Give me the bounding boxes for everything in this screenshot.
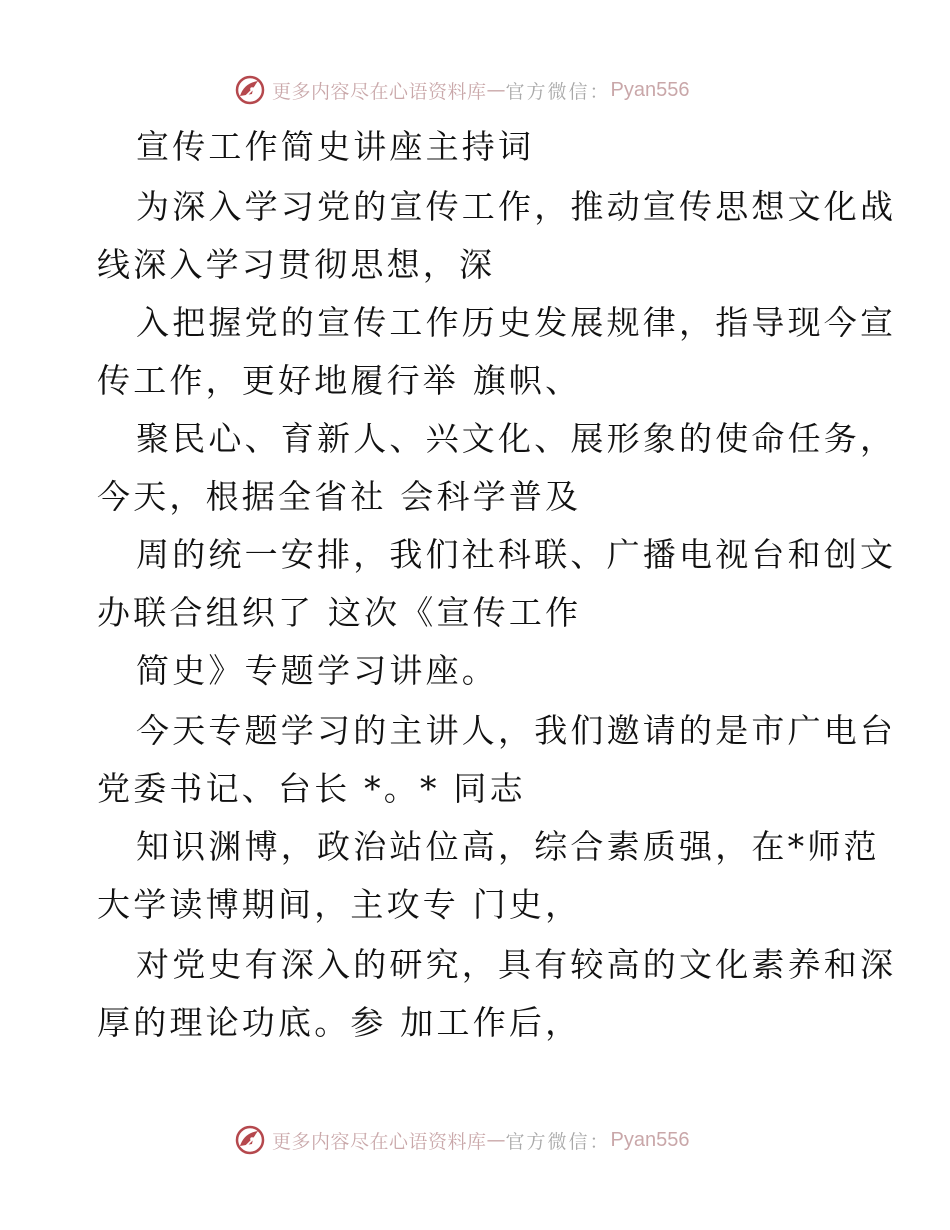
header-watermark-banner <box>234 73 754 107</box>
watermark-text: 更多内容尽在心语资料库 <box>272 1130 487 1153</box>
paragraph-line: 线深入学习贯彻思想，深 <box>97 245 496 284</box>
wechat-label: 官方微信： <box>505 1130 611 1153</box>
footer-watermark-banner <box>234 1123 754 1157</box>
watermark-separator: — <box>486 79 506 101</box>
paragraph-line: 办联合组织了 这次《宣传工作 <box>97 593 582 632</box>
wechat-id: Pyan556 <box>610 78 690 101</box>
paragraph-line: 党委书记、台长 *。* 同志 <box>97 769 526 808</box>
paragraph-line: 对党史有深入的研究，具有较高的文化素养和深 <box>136 945 897 984</box>
wechat-label: 官方微信： <box>505 80 611 103</box>
watermark-separator: — <box>486 1129 506 1151</box>
paragraph-line: 入把握党的宣传工作历史发展规律，指导现今宣 <box>136 303 897 342</box>
paragraph-line: 周的统一安排，我们社科联、广播电视台和创文 <box>136 535 897 574</box>
paragraph-line: 聚民心、育新人、兴文化、展形象的使命任务， <box>136 419 897 458</box>
pen-nib-circle-logo-icon <box>234 74 266 106</box>
paragraph-line: 为深入学习党的宣传工作，推动宣传思想文化战 <box>136 187 897 226</box>
paragraph-line: 今天专题学习的主讲人，我们邀请的是市广电台 <box>136 711 897 750</box>
document-title: 宣传工作简史讲座主持词 <box>136 127 535 166</box>
wechat-id: Pyan556 <box>610 1128 690 1151</box>
paragraph-line: 知识渊博，政治站位高，综合素质强，在*师范 <box>136 827 880 866</box>
paragraph-line: 传工作，更好地履行举 旗帜、 <box>97 361 582 400</box>
paragraph-line: 今天，根据全省社 会科学普及 <box>97 477 582 516</box>
pen-nib-circle-logo-icon <box>234 1124 266 1156</box>
paragraph-line: 简史》专题学习讲座。 <box>136 651 498 690</box>
paragraph-line: 厚的理论功底。参 加工作后， <box>97 1003 582 1042</box>
watermark-text: 更多内容尽在心语资料库 <box>272 80 487 103</box>
paragraph-line: 大学读博期间，主攻专 门史， <box>97 885 582 924</box>
